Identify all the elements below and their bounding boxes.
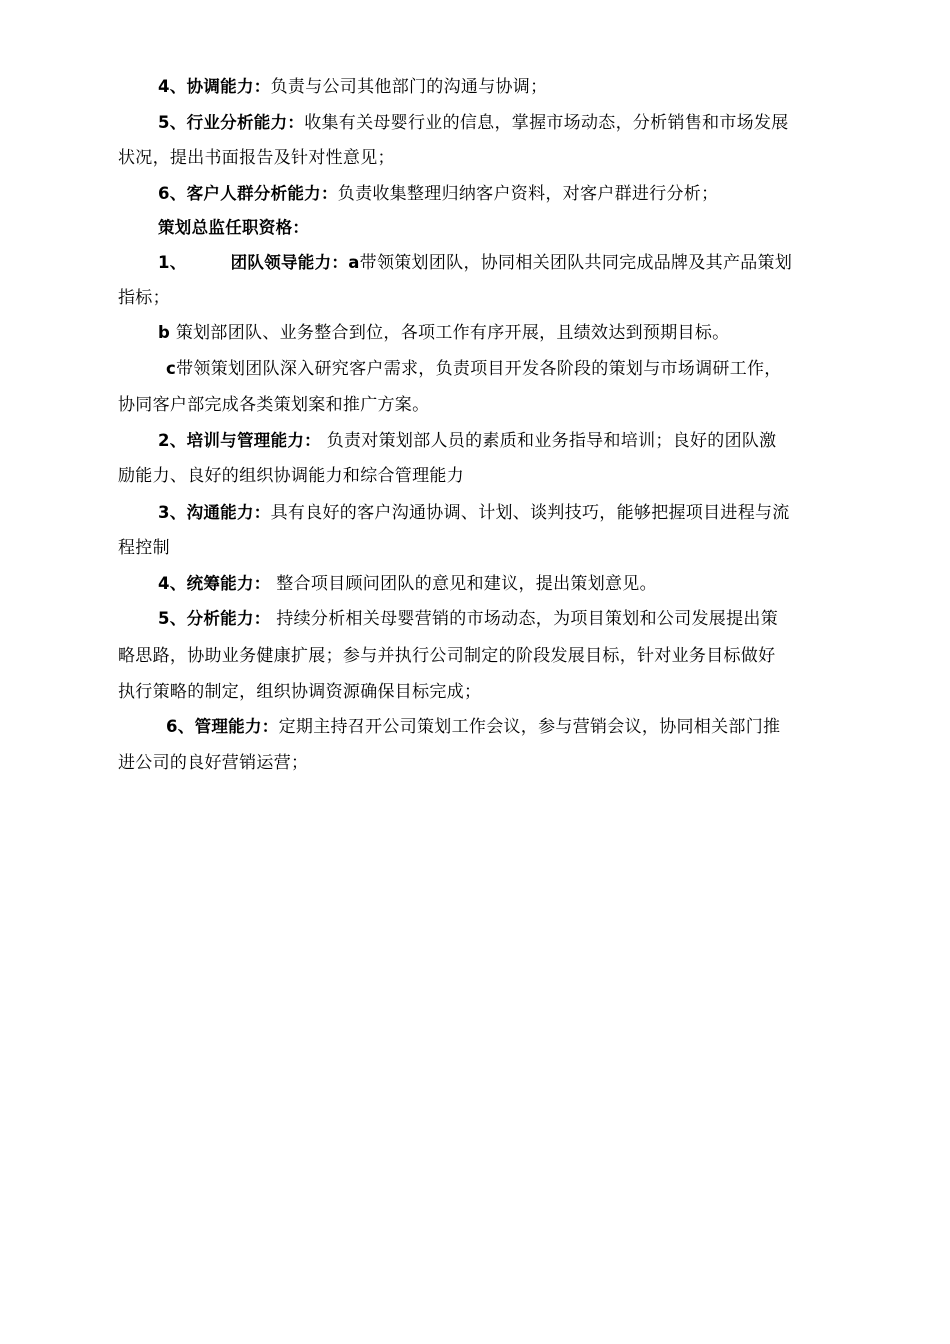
team-leadership-line-2	[118, 288, 838, 308]
customer-analysis-text: 负责收集整理归纳客户资料，对客户群进行分析；	[337, 184, 719, 204]
item-b-line	[158, 323, 838, 343]
team-leadership-line-1	[158, 253, 838, 273]
item-c-text-1: 带领策划团队深入研究客户需求，负责项目开发各阶段的策划与市场调研工作，	[176, 359, 782, 379]
management-line-1	[166, 717, 846, 737]
industry-analysis-text-1: 收集有关母婴行业的信息，掌握市场动态，分析销售和市场发展	[304, 113, 789, 133]
coordination-ability-text: 负责与公司其他部门的沟通与协调；	[270, 77, 548, 97]
industry-analysis-text-2: 状况，提出书面报告及针对性意见；	[118, 148, 395, 168]
management-line-2	[118, 753, 838, 773]
communication-label: 3、沟通能力：	[158, 503, 271, 522]
analysis-text-3: 执行策略的制定，组织协调资源确保目标完成；	[118, 682, 482, 702]
coordination-ability-line	[158, 77, 838, 97]
communication-line-1	[158, 503, 838, 523]
item-c-line-2	[118, 395, 838, 415]
item-c-line-1	[166, 359, 846, 379]
analysis-text-1: 持续分析相关母婴营销的市场动态，为项目策划和公司发展提出策	[270, 609, 778, 629]
training-text-2: 励能力、良好的组织协调能力和综合管理能力	[118, 466, 464, 486]
item-c-text-2: 协同客户部完成各类策划案和推广方案。	[118, 395, 430, 415]
management-text-1: 定期主持召开公司策划工作会议，参与营销会议，协同相关部门推	[278, 717, 781, 737]
training-line-1	[158, 431, 838, 451]
coordination-ability-label: 4、协调能力：	[158, 77, 271, 96]
team-leadership-text-1: 带领策划团队，协同相关团队共同完成品牌及其产品策划	[359, 253, 793, 273]
industry-analysis-line-1	[158, 113, 838, 133]
team-leadership-text-2: 指标；	[118, 288, 170, 308]
item-c-letter: c	[166, 359, 177, 378]
analysis-text-2: 略思路，协助业务健康扩展；参与并执行公司制定的阶段发展目标，针对业务目标做好	[118, 646, 776, 666]
training-text-1: 负责对策划部人员的素质和业务指导和培训；良好的团队激	[320, 431, 777, 451]
industry-analysis-line-2	[118, 148, 838, 168]
customer-analysis-line	[158, 184, 838, 204]
training-label: 2、培训与管理能力：	[158, 431, 321, 450]
item-b-letter: b	[158, 323, 171, 342]
team-leadership-label: 团队领导能力：	[230, 253, 349, 272]
item-a-letter: a	[348, 253, 360, 272]
industry-analysis-label: 5、行业分析能力：	[158, 113, 305, 132]
overall-planning-label: 4、统筹能力：	[158, 574, 271, 593]
customer-analysis-label: 6、客户人群分析能力：	[158, 184, 338, 203]
overall-planning-line	[158, 574, 838, 594]
management-text-2: 进公司的良好营销运营；	[118, 753, 309, 773]
section-heading: 策划总监任职资格：	[158, 218, 310, 237]
communication-text-1: 具有良好的客户沟通协调、计划、谈判技巧，能够把握项目进程与流	[270, 503, 790, 523]
training-line-2	[118, 466, 838, 486]
analysis-label: 5、分析能力：	[158, 609, 271, 628]
item-b-text: 策划部团队、业务整合到位，各项工作有序开展，且绩效达到预期目标。	[170, 323, 730, 343]
team-leadership-num: 1、	[158, 253, 187, 272]
overall-planning-text: 整合项目顾问团队的意见和建议，提出策划意见。	[270, 574, 657, 594]
communication-line-2	[118, 538, 838, 558]
communication-text-2: 程控制	[118, 538, 170, 558]
analysis-line-2	[118, 646, 838, 666]
analysis-line-1	[158, 609, 838, 629]
analysis-line-3	[118, 682, 838, 702]
management-label: 6、管理能力：	[166, 717, 279, 736]
